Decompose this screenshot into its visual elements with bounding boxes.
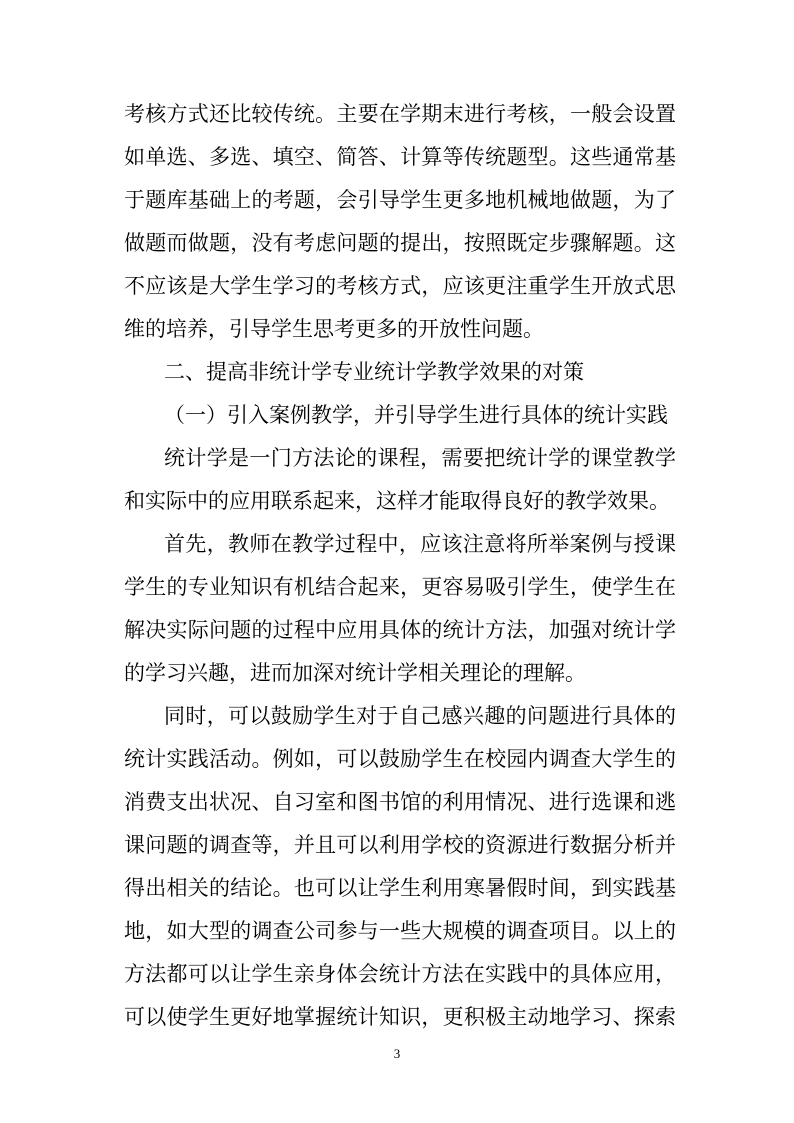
paragraph-line-9: 统计学是一门方法论的课程，需要把统计学的课堂教学 <box>164 446 676 470</box>
paragraph-line-21: 方法都可以让学生亲身体会统计方法在实践中的具体应用， <box>124 962 676 986</box>
paragraph-line-19: 得出相关的结论。也可以让学生利用寒暑假时间，到实践基 <box>124 876 676 900</box>
paragraph-line-13: 解决实际问题的过程中应用具体的统计方法，加强对统计学 <box>124 618 676 642</box>
section-heading: 二、提高非统计学专业统计学教学效果的对策 <box>164 360 584 384</box>
paragraph-line-3: 于题库基础上的考题，会引导学生更多地机械地做题，为了 <box>124 188 676 212</box>
paragraph-line-11: 首先，教师在教学过程中，应该注意将所举案例与授课 <box>164 532 676 556</box>
paragraph-line-6: 维的培养，引导学生思考更多的开放性问题。 <box>124 317 544 341</box>
paragraph-line-17: 消费支出状况、自习室和图书馆的利用情况、进行选课和逃 <box>124 790 676 814</box>
paragraph-line-5: 不应该是大学生学习的考核方式，应该更注重学生开放式思 <box>124 274 676 298</box>
page-number: 3 <box>393 1046 401 1061</box>
paragraph-line-18: 课问题的调查等，并且可以利用学校的资源进行数据分析并 <box>124 833 676 857</box>
paragraph-line-1: 考核方式还比较传统。主要在学期末进行考核，一般会设置 <box>124 102 676 126</box>
paragraph-line-10: 和实际中的应用联系起来，这样才能取得良好的教学效果。 <box>124 489 670 513</box>
paragraph-line-22: 可以使学生更好地掌握统计知识，更积极主动地学习、探索 <box>124 1005 676 1029</box>
paragraph-line-16: 统计实践活动。例如，可以鼓励学生在校园内调查大学生的 <box>124 747 676 771</box>
paragraph-line-14: 的学习兴趣，进而加深对统计学相关理论的理解。 <box>124 661 586 685</box>
paragraph-line-15: 同时，可以鼓励学生对于自己感兴趣的问题进行具体的 <box>164 704 676 728</box>
paragraph-line-12: 学生的专业知识有机结合起来，更容易吸引学生，使学生在 <box>124 575 676 599</box>
subsection-heading: （一）引入案例教学，并引导学生进行具体的统计实践 <box>164 403 668 427</box>
paragraph-line-4: 做题而做题，没有考虑问题的提出，按照既定步骤解题。这 <box>124 231 676 255</box>
paragraph-line-2: 如单选、多选、填空、简答、计算等传统题型。这些通常基 <box>124 145 676 169</box>
paragraph-line-20: 地，如大型的调查公司参与一些大规模的调查项目。以上的 <box>124 919 676 943</box>
